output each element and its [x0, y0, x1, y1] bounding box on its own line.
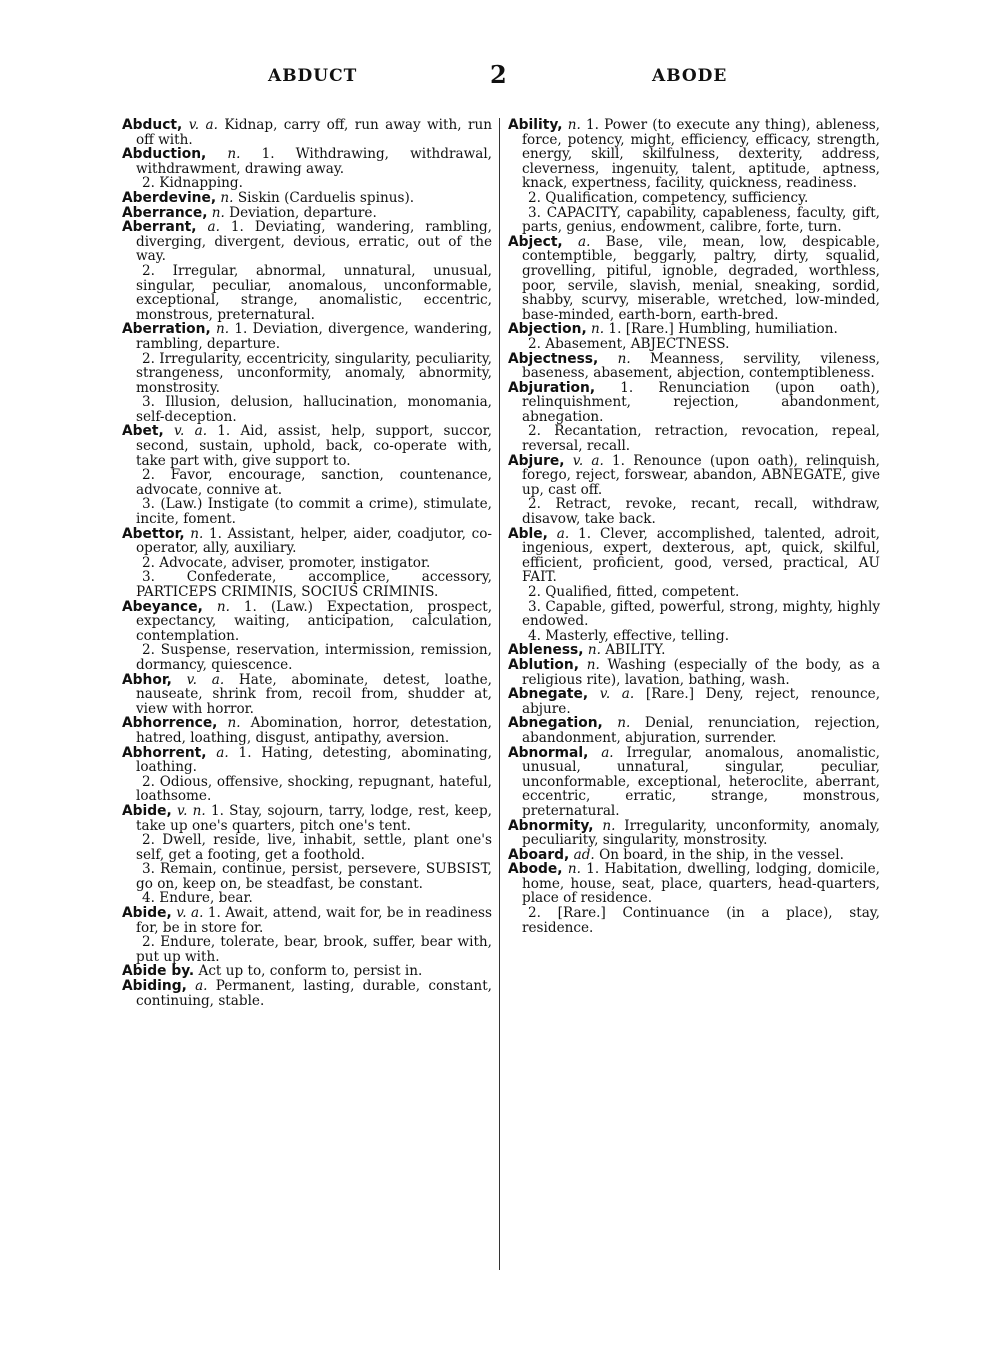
entry-sense — [122, 862, 492, 891]
sense-text: 2. Recantation, retraction, revocation, repeal, reversal, recall. — [522, 423, 880, 455]
definition-text: 1. Deviating, wandering, rambling, diverging, divergent, devious, erratic, out of the way. — [136, 219, 492, 265]
sense-text: 3. CAPACITY, capability, capableness, faculty, gift, parts, genius, endowment, calibre, forte, turn. — [522, 204, 880, 236]
dictionary-entry — [508, 643, 880, 658]
sense-text: 2. [Rare.] Continuance (in a place), stay, residence. — [522, 905, 880, 936]
part-of-speech: n. — [220, 189, 234, 206]
definition-text: Denial, renunciation, rejection, abandonment, abjuration, surrender. — [522, 715, 880, 746]
dictionary-entry — [508, 527, 880, 585]
definition-text: 1. Power (to execute any thing), ableness, force, potency, might, efficiency, efficacy, strength, energy, skill, skilfulness, dexterity, address, cleverness, ingenuity, talent, aptitude, aptness, knack, expertness, facility, quickness, readiness. — [522, 117, 880, 192]
dictionary-entry — [122, 979, 492, 1008]
left-column — [122, 118, 492, 1008]
entry-sense — [122, 264, 492, 322]
part-of-speech: v. a. — [186, 671, 225, 688]
dictionary-entry — [122, 804, 492, 833]
definition-text: 1. Renounce (upon oath), relinquish, forego, reject, forswear, abandon, ABNEGATE, give up, cast off. — [522, 452, 880, 498]
right-column — [508, 118, 880, 935]
definition-text: 1. [Rare.] Humbling, humiliation. — [608, 321, 838, 338]
definition-text: Washing (especially of the body, as a religious rite), lavation, bathing, wash. — [522, 656, 880, 688]
part-of-speech: n. — [586, 656, 600, 673]
headword: Abnormal, — [508, 744, 589, 761]
dictionary-entry — [122, 906, 492, 935]
entry-sense — [508, 206, 880, 235]
headword: Abide by. — [122, 963, 195, 980]
definition-text: Irregular, anomalous, anomalistic, unusual, unnatural, singular, peculiar, unconformable, exceptional, heteroclite, aberrant, eccentric, erratic, strange, monstrous, preternatural. — [522, 744, 880, 819]
part-of-speech: n. — [216, 321, 230, 338]
part-of-speech: n. — [211, 204, 225, 221]
column-divider — [499, 118, 500, 1270]
part-of-speech: a. — [216, 744, 229, 761]
headword: Ableness, — [508, 642, 584, 659]
headword: Abjuration, — [508, 379, 596, 396]
definition-text: Base, vile, mean, low, despicable, contemptible, beggarly, paltry, dirty, squalid, grovelling, pitiful, ignoble, degraded, worthless, poor, servile, slavish, menial, sneaking, sordid, shabby, scurvy, miserable, wretched, low-minded, base-minded, earth-born, earth-bred. — [522, 233, 881, 323]
sense-text: 2. Kidnapping. — [142, 175, 243, 192]
headword: Abduct, — [122, 117, 183, 133]
dictionary-entry — [122, 118, 492, 147]
definition-text: 1. (Law.) Expectation, prospect, expectancy, waiting, anticipation, calculation, contemplation. — [136, 598, 493, 644]
sense-text: 2. Favor, encourage, sanction, countenance, advocate, connive at. — [136, 467, 492, 498]
sense-text: 3. Illusion, delusion, hallucination, monomania, self-deception. — [136, 394, 492, 425]
headword: Aberration, — [122, 321, 211, 338]
definition-text: 1. Withdrawing, withdrawal, withdrawment, drawing away. — [136, 146, 492, 177]
dictionary-entry — [508, 746, 880, 819]
part-of-speech: n. — [227, 715, 241, 732]
dictionary-entry — [122, 964, 492, 979]
part-of-speech: n. — [567, 117, 581, 133]
headword: Aberrant, — [122, 219, 197, 236]
sense-text: 2. Qualification, competency, sufficiency. — [528, 189, 809, 206]
dictionary-entry — [508, 381, 880, 425]
headword: Abjectness, — [508, 350, 599, 367]
sense-text: 2. Endure, tolerate, bear, brook, suffer, bear with, put up with. — [136, 934, 492, 965]
dictionary-entry — [508, 848, 880, 863]
dictionary-entry — [122, 527, 492, 556]
dictionary-entry — [508, 658, 880, 687]
definition-text: Act up to, conform to, persist in. — [198, 963, 423, 980]
headword: Abnegate, — [508, 686, 589, 703]
part-of-speech: a. — [601, 744, 614, 761]
dictionary-entry — [508, 322, 880, 337]
sense-text: 2. Dwell, reside, live, inhabit, settle, plant one's self, get a footing, get a foothold. — [136, 832, 492, 863]
headword: Abnormity, — [508, 817, 594, 834]
part-of-speech: n. — [617, 715, 631, 732]
entry-sense — [508, 600, 880, 629]
definition-text: ABILITY. — [605, 642, 666, 659]
sense-text: 2. Qualified, fitted, competent. — [528, 584, 740, 600]
part-of-speech: v. n. — [177, 802, 206, 819]
sense-text: 2. Odious, offensive, shocking, repugnant, hateful, loathsome. — [136, 773, 492, 805]
dictionary-entry — [122, 746, 492, 775]
sense-text: 2. Abasement, ABJECTNESS. — [528, 335, 730, 352]
entry-sense — [508, 629, 880, 644]
part-of-speech: v. a. — [599, 686, 635, 703]
dictionary-entry — [508, 687, 880, 716]
left-guideword: ABDUCT — [268, 66, 358, 86]
dictionary-entry — [508, 862, 880, 906]
entry-sense — [122, 497, 492, 526]
definition-text: 1. Assistant, helper, aider, coadjutor, co-operator, ally, auxiliary. — [136, 525, 492, 557]
entry-sense — [122, 556, 492, 571]
dictionary-entry — [122, 220, 492, 264]
entry-sense — [508, 585, 880, 600]
dictionary-entry — [122, 206, 492, 221]
sense-text: 3. Confederate, accomplice, accessory, PARTICEPS CRIMINIS, SOCIUS CRIMINIS. — [136, 569, 492, 600]
headword: Abiding, — [122, 978, 187, 995]
definition-text: [Rare.] Deny, reject, renounce, abjure. — [522, 686, 881, 717]
part-of-speech: a. — [207, 219, 220, 236]
part-of-speech: n. — [602, 817, 616, 834]
headword: Ability, — [508, 117, 563, 133]
sense-text: 2. Retract, revoke, recant, recall, withdraw, disavow, take back. — [522, 496, 880, 528]
running-header — [0, 62, 1000, 92]
headword: Ablution, — [508, 656, 579, 673]
definition-text: On board, in the ship, in the vessel. — [599, 846, 844, 863]
definition-text: Siskin (Carduelis spinus). — [237, 189, 415, 206]
part-of-speech: v. a. — [572, 452, 604, 469]
headword: Abet, — [122, 423, 164, 440]
sense-text: 3. Remain, continue, persist, persevere, SUBSIST, go on, keep on, be steadfast, be constant. — [136, 861, 492, 892]
part-of-speech: v. a. — [173, 423, 208, 440]
definition-text: Meanness, servility, vileness, baseness, abasement, abjection, contemptibleness. — [522, 350, 880, 382]
part-of-speech: n. — [216, 598, 230, 615]
headword: Abnegation, — [508, 715, 603, 732]
entry-sense — [122, 176, 492, 191]
headword: Abettor, — [122, 525, 185, 542]
definition-text: Hate, abominate, detest, loathe, nauseate, shrink from, recoil from, shudder at, view with horror. — [136, 671, 493, 717]
definition-text: 1. Clever, accomplished, talented, adroit, ingenious, expert, dexterous, apt, quick, skilful, efficient, proficient, good, versed, practical, AU FAIT. — [522, 525, 880, 586]
entry-sense — [122, 468, 492, 497]
headword: Abhorrence, — [122, 715, 218, 732]
headword: Abjure, — [508, 452, 565, 469]
part-of-speech: a. — [577, 233, 591, 250]
entry-sense — [122, 395, 492, 424]
entry-sense — [122, 775, 492, 804]
part-of-speech: n. — [227, 146, 241, 163]
dictionary-entry — [122, 191, 492, 206]
sense-text: 4. Endure, bear. — [142, 890, 253, 907]
headword: Abhor, — [122, 671, 172, 688]
definition-text: 1. Renunciation (upon oath), relinquishment, rejection, abandonment, abnegation. — [522, 379, 880, 425]
headword: Abjection, — [508, 321, 587, 338]
headword: Abhorrent, — [122, 744, 207, 761]
definition-text: 1. Deviation, divergence, wandering, rambling, departure. — [136, 321, 492, 352]
part-of-speech: n. — [567, 861, 581, 878]
dictionary-entry — [508, 352, 880, 381]
dictionary-entry — [122, 147, 492, 176]
sense-text: 2. Advocate, adviser, promoter, instigator. — [142, 554, 431, 571]
sense-text: 2. Irregular, abnormal, unnatural, unusual, singular, peculiar, anomalous, unconformable, exceptional, strange, anomalistic, eccentric, monstrous, preternatural. — [136, 262, 492, 323]
dictionary-entry — [122, 716, 492, 745]
definition-text: Deviation, departure. — [229, 204, 377, 221]
definition-text: 1. Await, attend, wait for, be in readiness for, be in store for. — [136, 905, 493, 936]
entry-sense — [508, 337, 880, 352]
dictionary-entry — [122, 600, 492, 644]
dictionary-entry — [508, 235, 880, 323]
dictionary-entry — [122, 424, 492, 468]
page-number: 2 — [490, 60, 508, 89]
headword: Aboard, — [508, 846, 570, 863]
right-guideword: ABODE — [652, 66, 728, 86]
sense-text: 2. Irregularity, eccentricity, singularity, peculiarity, strangeness, unconformity, anomaly, abnormity, monstrosity. — [136, 350, 492, 396]
entry-sense — [508, 191, 880, 206]
definition-text: 1. Hating, detesting, abominating, loathing. — [136, 744, 492, 776]
headword: Able, — [508, 525, 548, 542]
headword: Abode, — [508, 861, 563, 878]
entry-sense — [122, 891, 492, 906]
definition-text: 1. Habitation, dwelling, lodging, domicile, home, house, seat, place, quarters, head-quarters, place of residence. — [522, 861, 881, 907]
headword: Abeyance, — [122, 598, 203, 615]
part-of-speech: ad. — [573, 846, 595, 863]
headword: Aberdevine, — [122, 189, 217, 206]
part-of-speech: n. — [587, 642, 601, 659]
definition-text: Irregularity, unconformity, anomaly, peculiarity, singularity, monstrosity. — [522, 817, 880, 849]
definition-text: Kidnap, carry off, run away with, run off with. — [136, 117, 492, 148]
headword: Abduction, — [122, 146, 207, 163]
entry-sense — [508, 497, 880, 526]
entry-sense — [122, 352, 492, 396]
entry-sense — [122, 833, 492, 862]
sense-text: 3. Capable, gifted, powerful, strong, mighty, highly endowed. — [522, 598, 880, 630]
entry-sense — [122, 935, 492, 964]
dictionary-entry — [508, 118, 880, 191]
headword: Abide, — [122, 905, 172, 922]
sense-text: 4. Masterly, effective, telling. — [528, 627, 730, 644]
headword: Abide, — [122, 802, 172, 819]
headword: Aberrance, — [122, 204, 208, 221]
dictionary-entry — [122, 673, 492, 717]
entry-sense — [508, 906, 880, 935]
part-of-speech: v. a. — [188, 117, 218, 133]
part-of-speech: v. a. — [176, 905, 204, 922]
entry-sense — [508, 424, 880, 453]
headword: Abject, — [508, 233, 563, 250]
part-of-speech: n. — [617, 350, 631, 367]
entry-sense — [122, 570, 492, 599]
part-of-speech: n. — [190, 525, 204, 542]
sense-text: 3. (Law.) Instigate (to commit a crime), stimulate, incite, foment. — [136, 496, 492, 528]
definition-text: Abomination, horror, detestation, hatred, loathing, disgust, antipathy, aversion. — [136, 715, 492, 746]
dictionary-entry — [122, 322, 492, 351]
sense-text: 2. Suspense, reservation, intermission, remission, dormancy, quiescence. — [136, 642, 492, 673]
definition-text: Permanent, lasting, durable, constant, continuing, stable. — [136, 978, 492, 1009]
dictionary-entry — [508, 819, 880, 848]
definition-text: 1. Stay, sojourn, tarry, lodge, rest, keep, take up one's quarters, pitch one's tent. — [136, 802, 492, 834]
part-of-speech: n. — [591, 321, 605, 338]
part-of-speech: a. — [556, 525, 570, 542]
part-of-speech: a. — [195, 978, 208, 995]
entry-sense — [122, 643, 492, 672]
definition-text: 1. Aid, assist, help, support, succor, second, sustain, uphold, back, co-operate with, take part with, give support to. — [136, 423, 492, 469]
dictionary-entry — [508, 454, 880, 498]
dictionary-entry — [508, 716, 880, 745]
